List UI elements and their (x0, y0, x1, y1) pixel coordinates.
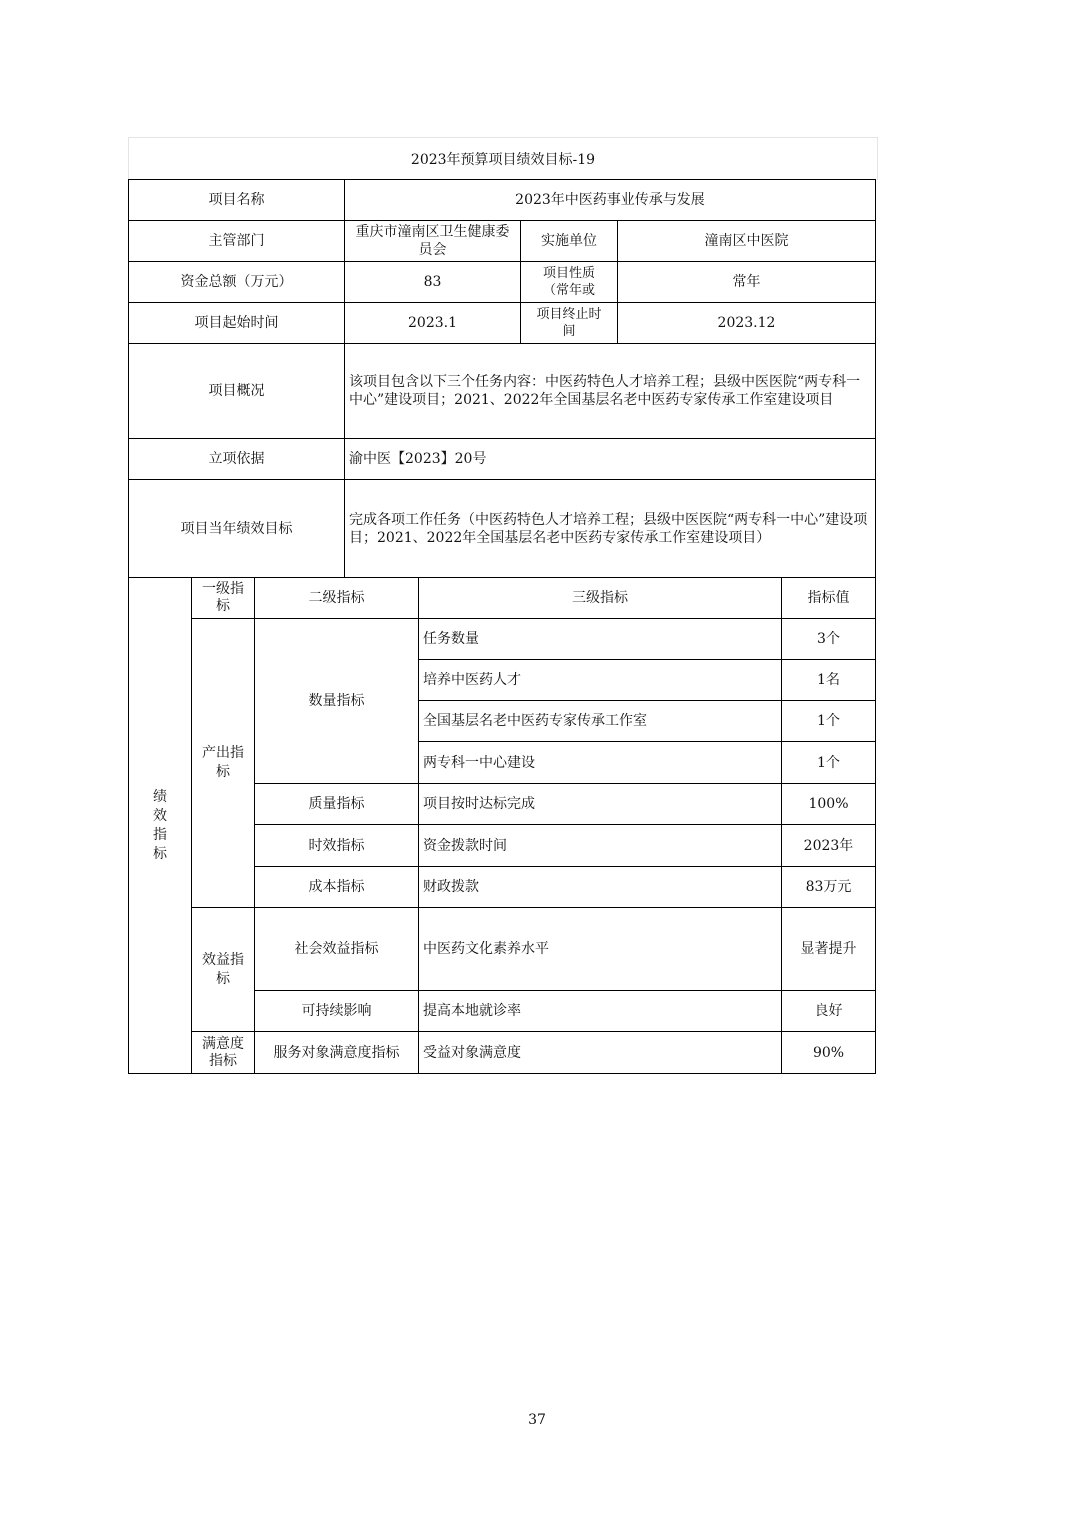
start-time-label: 项目起始时间 (128, 302, 345, 344)
header-level2: 二级指标 (254, 577, 419, 619)
output-indicators-label: 产出指标 (191, 618, 255, 908)
basis-label: 立项依据 (128, 438, 345, 480)
item-value: 100% (781, 783, 876, 825)
nature-value: 常年 (617, 261, 876, 303)
satisfaction-indicators-label: 满意度指标 (191, 1031, 255, 1074)
item-value: 良好 (781, 990, 876, 1032)
item-value: 90% (781, 1031, 876, 1074)
impl-unit-value: 潼南区中医院 (617, 220, 876, 262)
start-time-value: 2023.1 (344, 302, 521, 344)
header-level1: 一级指标 (191, 577, 255, 619)
item-name: 两专科一中心建设 (418, 741, 782, 784)
header-level3: 三级指标 (418, 577, 782, 619)
quality-indicators-label: 质量指标 (254, 783, 419, 825)
table-title: 2023年预算项目绩效目标-19 (128, 137, 878, 180)
item-name: 任务数量 (418, 618, 782, 660)
item-name: 项目按时达标完成 (418, 783, 782, 825)
item-name: 提高本地就诊率 (418, 990, 782, 1032)
item-value: 1个 (781, 700, 876, 742)
header-value: 指标值 (781, 577, 876, 619)
item-name: 培养中医药人才 (418, 659, 782, 701)
quantity-indicators-label: 数量指标 (254, 618, 419, 784)
goal-label: 项目当年绩效目标 (128, 479, 345, 578)
item-value: 83万元 (781, 866, 876, 908)
item-value: 1名 (781, 659, 876, 701)
cost-indicators-label: 成本指标 (254, 866, 419, 908)
goal-value: 完成各项工作任务（中医药特色人才培养工程；县级中医医院“两专科一中心”建设项目；2021、2022年全国基层名老中医药专家传承工作室建设项目） (344, 479, 876, 578)
item-name: 资金拨款时间 (418, 824, 782, 867)
indicators-section-label: 绩效指标 (128, 577, 192, 1074)
benefit-indicators-label: 效益指标 (191, 907, 255, 1032)
item-value: 1个 (781, 741, 876, 784)
basis-value: 渝中医【2023】20号 (344, 438, 876, 480)
department-label: 主管部门 (128, 220, 345, 262)
timeliness-indicators-label: 时效指标 (254, 824, 419, 867)
funds-value: 83 (344, 261, 521, 303)
project-name-value: 2023年中医药事业传承与发展 (344, 179, 876, 221)
item-name: 财政拨款 (418, 866, 782, 908)
funds-label: 资金总额（万元） (128, 261, 345, 303)
project-name-label: 项目名称 (128, 179, 345, 221)
social-benefit-label: 社会效益指标 (254, 907, 419, 991)
item-value: 2023年 (781, 824, 876, 867)
impl-unit-label: 实施单位 (520, 220, 618, 262)
nature-label: 项目性质（常年或 (520, 261, 618, 303)
end-time-label: 项目终止时间 (520, 302, 618, 344)
page-number: 37 (528, 1412, 546, 1428)
item-value: 显著提升 (781, 907, 876, 991)
department-value: 重庆市潼南区卫生健康委员会 (344, 220, 521, 262)
item-name: 中医药文化素养水平 (418, 907, 782, 991)
item-value: 3个 (781, 618, 876, 660)
overview-value: 该项目包含以下三个任务内容：中医药特色人才培养工程；县级中医医院“两专科一中心”建设项目；2021、2022年全国基层名老中医药专家传承工作室建设项目 (344, 343, 876, 439)
service-satisfaction-label: 服务对象满意度指标 (254, 1031, 419, 1074)
item-name: 全国基层名老中医药专家传承工作室 (418, 700, 782, 742)
sustainability-label: 可持续影响 (254, 990, 419, 1032)
overview-label: 项目概况 (128, 343, 345, 439)
end-time-value: 2023.12 (617, 302, 876, 344)
item-name: 受益对象满意度 (418, 1031, 782, 1074)
